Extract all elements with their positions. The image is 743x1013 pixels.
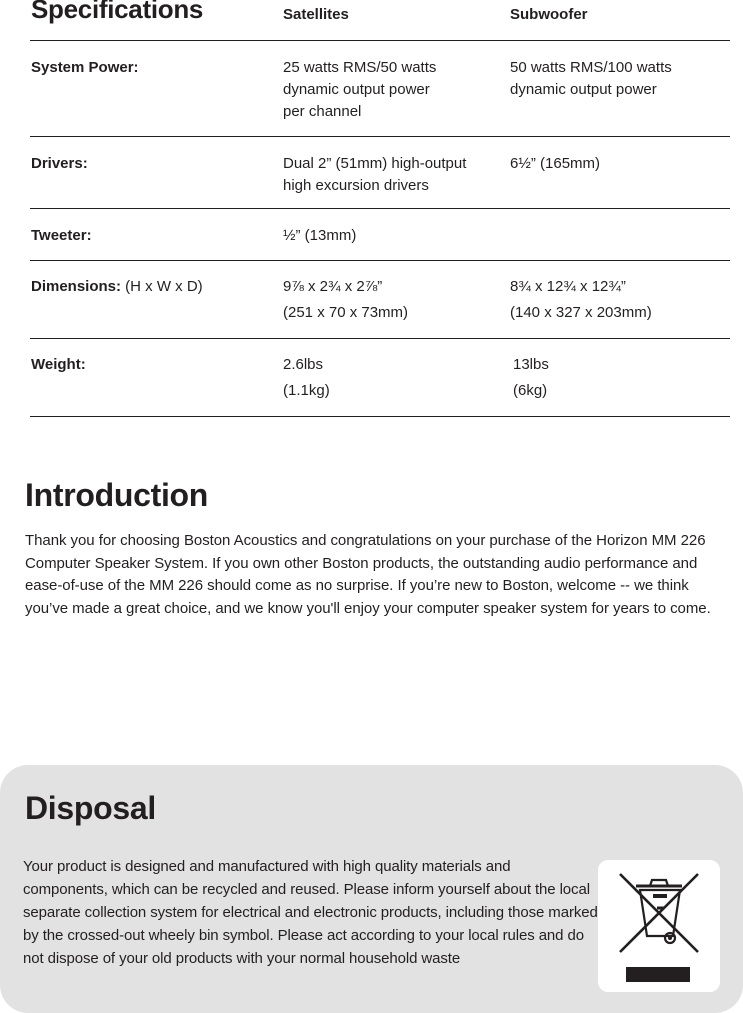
spec-weight-satellites bbox=[283, 352, 330, 404]
spec-drivers-subwoofer bbox=[510, 153, 600, 175]
spec-label-tweeter: Tweeter: bbox=[31, 227, 92, 244]
spec-label-system-power: System Power: bbox=[31, 59, 139, 76]
cell-line: Dual 2” (51mm) high-output bbox=[283, 155, 467, 172]
disposal-text: Your product is designed and manufactured with high quality materials and components, which can be recycled and reused. Please inform yourself about the local separate collection system for electrical and electronic products, including those marked by the crossed-out wheely bin symbol. Please act according to your local rules and do not dispose of your old products with your normal household waste bbox=[23, 858, 598, 967]
specifications-title: Specifications bbox=[31, 0, 204, 24]
spec-label-weight: Weight: bbox=[31, 356, 86, 373]
cell-line: 6½” (165mm) bbox=[510, 155, 601, 172]
cell-line: 50 watts RMS/100 watts bbox=[510, 59, 672, 76]
spec-dimensions-subwoofer bbox=[510, 274, 652, 326]
table-divider bbox=[30, 136, 730, 137]
table-divider bbox=[30, 208, 730, 209]
cell-line: 8¾ x 12¾ x 12¾” bbox=[510, 278, 626, 295]
disposal-title: Disposal bbox=[25, 790, 156, 826]
crossed-out-wheelie-bin-icon bbox=[598, 860, 720, 992]
spec-label-dimensions: Dimensions: (H x W x D) bbox=[31, 278, 203, 295]
introduction-text: Thank you for choosing Boston Acoustics and congratulations on your purchase of the Horizon MM 226 Computer Speaker System. If you own other Boston products, the outstanding audio performance and ease-of-use of the MM 226 should come as no surprise. If you’re new to Boston, welcome -- we think you’ve made a great choice, and we know you'll enjoy your computer speaker system for years to come. bbox=[25, 532, 711, 617]
column-header-subwoofer: Subwoofer bbox=[510, 6, 588, 23]
cell-line: dynamic output power bbox=[510, 81, 657, 98]
weee-symbol bbox=[598, 860, 720, 992]
cell-line: 25 watts RMS/50 watts bbox=[283, 59, 437, 76]
cell-line: 13lbs bbox=[513, 356, 549, 373]
spec-tweeter-satellites bbox=[283, 225, 356, 247]
table-divider bbox=[30, 40, 730, 41]
spec-drivers-satellites bbox=[283, 153, 466, 197]
cell-line: (251 x 70 x 73mm) bbox=[283, 304, 409, 321]
spec-dimensions-satellites bbox=[283, 274, 408, 326]
table-divider bbox=[30, 338, 730, 339]
column-header-satellites: Satellites bbox=[283, 6, 349, 23]
cell-line: (6kg) bbox=[513, 382, 548, 399]
cell-line: ½” (13mm) bbox=[283, 227, 357, 244]
spec-label-drivers: Drivers: bbox=[31, 155, 88, 172]
spec-system-power-subwoofer bbox=[510, 57, 672, 101]
table-divider bbox=[30, 416, 730, 417]
cell-line: per channel bbox=[283, 103, 362, 120]
cell-line: 9⅞ x 2¾ x 2⅞” bbox=[283, 278, 383, 295]
introduction-title: Introduction bbox=[25, 477, 209, 513]
cell-line: dynamic output power bbox=[283, 81, 430, 98]
spec-system-power-satellites bbox=[283, 57, 436, 123]
table-divider bbox=[30, 260, 730, 261]
cell-line: (140 x 327 x 203mm) bbox=[510, 304, 652, 321]
cell-line: high excursion drivers bbox=[283, 177, 429, 194]
spec-weight-subwoofer bbox=[513, 352, 549, 404]
cell-line: (1.1kg) bbox=[283, 382, 330, 399]
spec-label-dimensions-note: (H x W x D) bbox=[121, 278, 203, 295]
cell-line: 2.6lbs bbox=[283, 356, 324, 373]
